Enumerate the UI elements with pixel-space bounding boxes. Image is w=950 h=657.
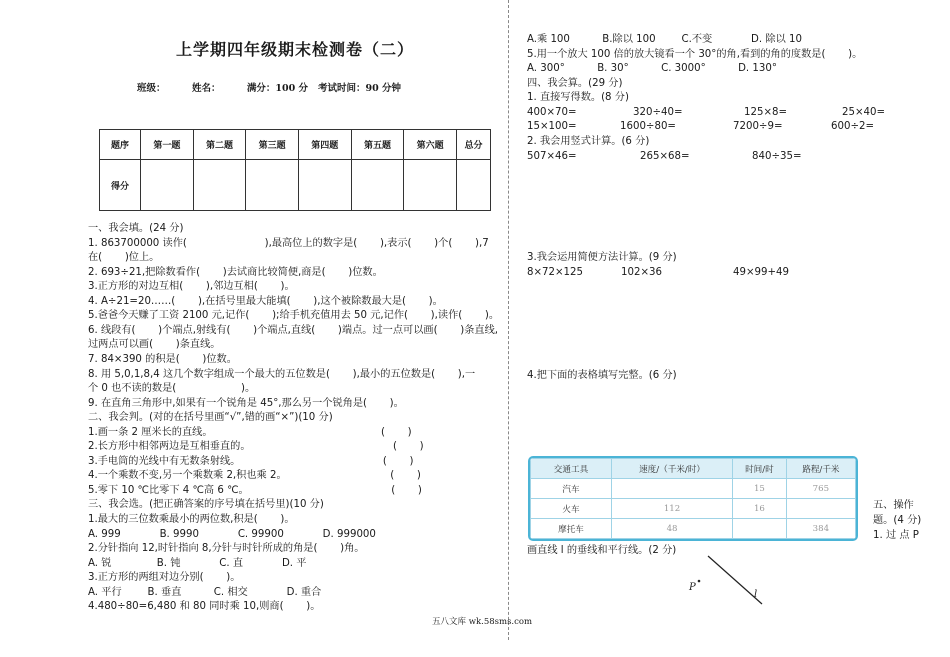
- simple-calc-item: 8×72×125: [527, 267, 583, 278]
- traffic-header: 路程/千米: [786, 459, 855, 479]
- score-cell[interactable]: [404, 160, 457, 211]
- score-header-cell: 第二题: [193, 130, 246, 160]
- score-header-cell: 题序: [100, 130, 141, 160]
- question-line: 3.手电筒的光线中有无数条射线。 ( ): [88, 455, 414, 467]
- column-divider: [508, 0, 509, 640]
- question-line: A. 锐 B. 钝 C. 直 D. 平: [88, 557, 307, 569]
- question-line: 三、我会选。(把正确答案的序号填在括号里)(10 分): [88, 499, 324, 511]
- traffic-cell: 15: [733, 479, 787, 499]
- question-line: 5.用一个放大 100 倍的放大镜看一个 30°的角,看到的角的度数是( )。: [527, 48, 863, 60]
- question-line: A.乘 100 B.除以 100 C.不变 D. 除以 10: [527, 34, 802, 45]
- calc-item: 600÷2=: [831, 121, 874, 132]
- score-header-cell: 第四题: [298, 130, 351, 160]
- score-header-cell: 第一题: [141, 130, 194, 160]
- question-line: 3.正方形的对边互相( ),邻边互相( )。: [88, 281, 295, 293]
- traffic-cell: 112: [612, 499, 733, 519]
- question-line: 1.最大的三位数乘最小的两位数,积是( )。: [88, 514, 295, 525]
- question-line: 9. 在直角三角形中,如果有一个锐角是 45°,那么另一个锐角是( )。: [88, 397, 404, 409]
- calc-item: 125×8=: [744, 107, 787, 118]
- vertical-calc-title: 2. 我会用竖式计算。(6 分): [527, 136, 650, 147]
- line-l-label: l: [754, 589, 758, 600]
- footer-watermark: 五八文库 wk.58sms.com: [432, 617, 533, 627]
- question-line: 在( )位上。: [88, 252, 160, 264]
- question-line: 2. 693÷21,把除数看作( )去试商比较简便,商是( )位数。: [88, 266, 383, 278]
- table-task-title: 4.把下面的表格填写完整。(6 分): [527, 370, 677, 381]
- question-line: 3.正方形的两组对边分别( )。: [88, 572, 241, 584]
- exam-info: 班级： 姓名： 满分：100 分 考试时间：90 分钟: [137, 83, 402, 94]
- question-line: 6. 线段有( )个端点,射线有( )个端点,直线( )端点。过一点可以画( )条直线,: [88, 324, 499, 336]
- traffic-cell: 765: [786, 479, 855, 499]
- traffic-header: 交通工具: [531, 459, 612, 479]
- section5-heading-cont: 题。(4 分): [873, 515, 922, 526]
- question-line: A. 平行 B. 垂直 C. 相交 D. 重合: [88, 586, 322, 598]
- question-line: 一、我会填。(24 分): [88, 223, 184, 234]
- traffic-vehicle: 火车: [531, 499, 612, 519]
- simple-calc-title: 3.我会运用简便方法计算。(9 分): [527, 252, 677, 263]
- question-line: 二、我会判。(对的在括号里画“√”,错的画“×”)(10 分): [88, 412, 333, 424]
- traffic-vehicle: 汽车: [531, 479, 612, 499]
- calc-item: 320÷40=: [633, 107, 683, 118]
- traffic-cell-blank[interactable]: [733, 519, 787, 539]
- question-line: 4.一个乘数不变,另一个乘数乘 2,积也乘 2。 ( ): [88, 470, 421, 482]
- score-cell[interactable]: [298, 160, 351, 211]
- point-p: [698, 580, 701, 583]
- score-header-cell: 第三题: [246, 130, 299, 160]
- score-cell[interactable]: [193, 160, 246, 211]
- calc-item: 25×40=: [842, 107, 885, 118]
- traffic-table-frame: [528, 456, 858, 541]
- question-line: 7. 84×390 的积是( )位数。: [88, 353, 237, 365]
- score-header-cell: 总分: [457, 130, 491, 160]
- traffic-cell: 16: [733, 499, 787, 519]
- question-line: 过两点可以画( )条直线。: [88, 339, 221, 351]
- section5-task-text: 画直线 l 的垂线和平行线。(2 分): [527, 545, 677, 556]
- question-line: 4.480÷80=6,480 和 80 同时乘 10,则商( )。: [88, 601, 321, 613]
- question-line: 8. 用 5,0,1,8,4 这几个数字组成一个最大的五位数是( ),最小的五位数是( ),一: [88, 368, 476, 380]
- question-line: 个 0 也不读的数是( )。: [88, 383, 256, 395]
- question-line: 2.长方形中相邻两边是互相垂直的。 ( ): [88, 441, 424, 453]
- traffic-vehicle: 摩托车: [531, 519, 612, 539]
- geometry-figure: [680, 552, 780, 608]
- simple-calc-item: 49×99+49: [733, 267, 789, 278]
- question-line: 5.爸爸今天赚了工资 2100 元,记作( );给手机充值用去 50 元,记作( ),读作( )。: [88, 310, 500, 322]
- traffic-cell-blank[interactable]: [786, 499, 855, 519]
- vertical-calc-item: 840÷35=: [752, 151, 802, 162]
- traffic-cell: 48: [612, 519, 733, 539]
- question-line: 1.画一条 2 厘米长的直线。 ( ): [88, 426, 412, 438]
- traffic-cell: 384: [786, 519, 855, 539]
- question-line: A. 999 B. 9990 C. 99900 D. 999000: [88, 528, 376, 540]
- question-line: 1. 直接写得数。(8 分): [527, 92, 629, 104]
- calc-item: 1600÷80=: [620, 121, 676, 132]
- score-header-cell: 第六题: [404, 130, 457, 160]
- vertical-calc-item: 507×46=: [527, 151, 577, 162]
- score-cell[interactable]: [457, 160, 491, 211]
- score-cell[interactable]: [351, 160, 404, 211]
- calc-item: 15×100=: [527, 121, 577, 132]
- calc-item: 7200÷9=: [733, 121, 783, 132]
- score-header-cell: 第五题: [351, 130, 404, 160]
- calc-item: 400×70=: [527, 107, 577, 118]
- score-cell[interactable]: [246, 160, 299, 211]
- question-line: 2.分针指向 12,时针指向 8,分针与时针所成的角是( )角。: [88, 543, 365, 555]
- vertical-calc-item: 265×68=: [640, 151, 690, 162]
- question-line: 4. A÷21=20……( ),在括号里最大能填( ),这个被除数最大是( )。: [88, 295, 443, 307]
- simple-calc-item: 102×36: [621, 267, 662, 278]
- traffic-header: 速度/（千米/时）: [612, 459, 733, 479]
- score-row-label: 得分: [100, 160, 141, 211]
- question-line: 5.零下 10 ℃比零下 4 ℃高 6 ℃。 ( ): [88, 484, 422, 496]
- score-cell[interactable]: [141, 160, 194, 211]
- point-p-label: P: [689, 582, 696, 593]
- question-line: 1. 863700000 读作( ),最高位上的数字是( ),表示( )个( ),7: [88, 237, 489, 249]
- page-title: 上学期四年级期末检测卷（二）: [176, 40, 415, 59]
- score-table: [99, 129, 491, 211]
- traffic-header: 时间/时: [733, 459, 787, 479]
- question-line: A. 300° B. 30° C. 3000° D. 130°: [527, 63, 777, 75]
- section5-task-start: 1. 过 点 P: [873, 530, 919, 541]
- section5-heading: 五、操作: [873, 500, 914, 511]
- traffic-table: [530, 458, 856, 539]
- traffic-cell-blank[interactable]: [612, 479, 733, 499]
- question-line: 四、我会算。(29 分): [527, 77, 623, 89]
